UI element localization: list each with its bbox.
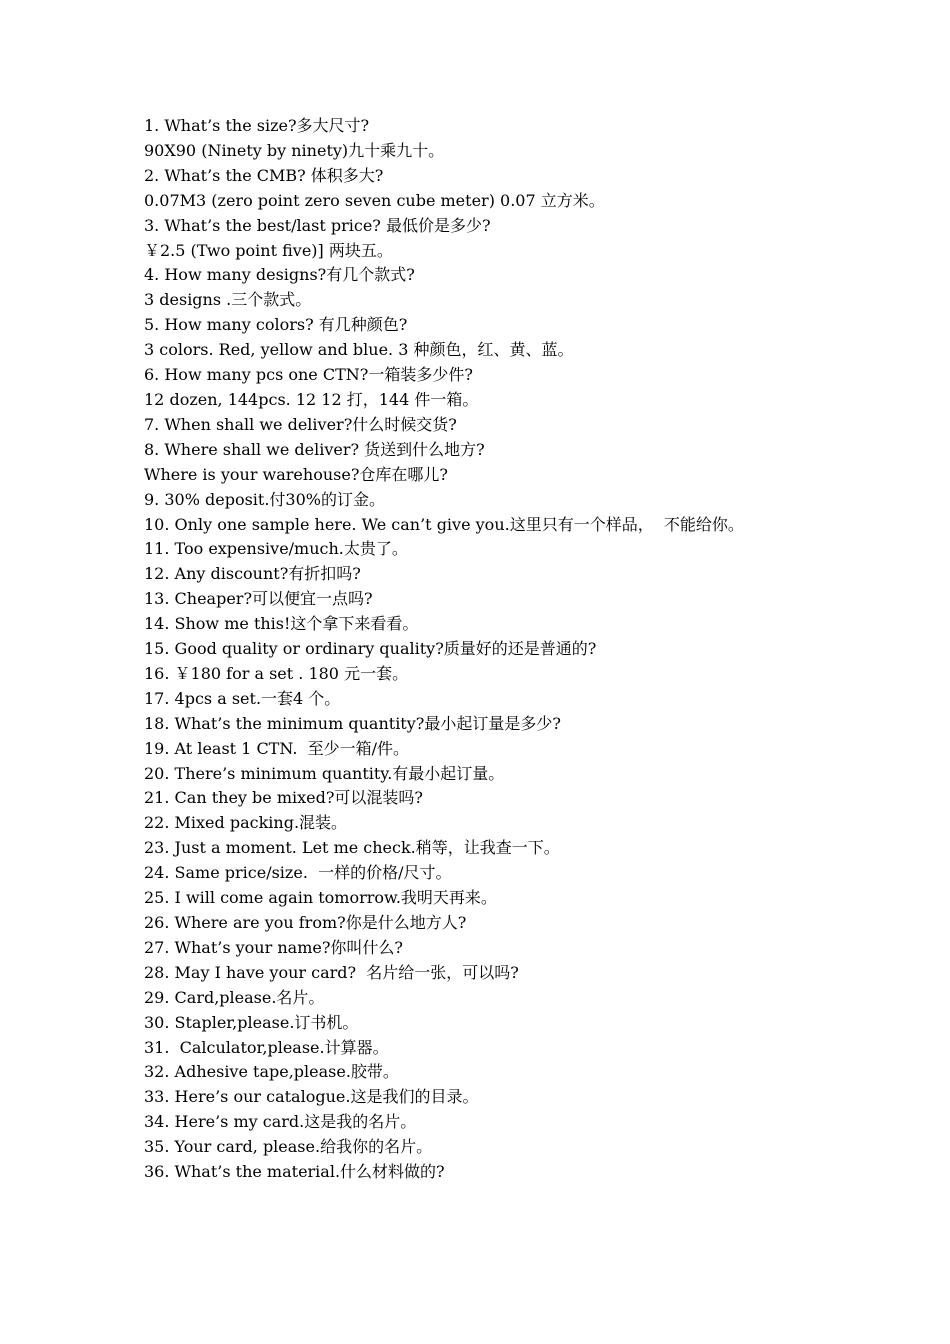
line-20: 13. Cheaper?可以便宜一点吗? (144, 589, 373, 609)
line-22: 15. Good quality or ordinary quality?质量好的还是普通的? (144, 639, 597, 659)
line-2: 90X90 (Ninety by ninety)九十乘九十。 (144, 140, 445, 160)
line-39: 32. Adhesive tape,please.胶带。 (144, 1062, 399, 1082)
line-7: 4. How many designs?有几个款式? (144, 265, 415, 285)
line-31: 24. Same price/size. 一样的价格/尺寸。 (144, 863, 452, 883)
line-34: 27. What’s your name?你叫什么? (144, 937, 403, 957)
line-3: 2. What’s the CMB? 体积多大? (144, 165, 384, 185)
line-33: 26. Where are you from?你是什么地方人? (144, 913, 467, 932)
line-36: 29. Card,please.名片。 (144, 987, 325, 1007)
line-17: 10. Only one sample here. We can’t give you.这里只有一个样品， 不能给你。 (144, 514, 744, 534)
line-10: 3 colors. Red, yellow and blue. 3 种颜色，红、黄、蓝。 (144, 340, 574, 360)
line-29: 22. Mixed packing.混装。 (144, 813, 348, 833)
line-35: 28. May I have your card? 名片给一张，可以吗? (144, 962, 519, 982)
line-43: 36. What’s the material.什么材料做的? (144, 1162, 445, 1182)
line-38: 31. Calculator,please.计算器。 (144, 1037, 389, 1057)
line-13: 7. When shall we deliver?什么时候交货? (144, 414, 457, 434)
line-5: 3. What’s the best/last price? 最低价是多少? (144, 215, 491, 235)
line-30: 23. Just a moment. Let me check.稍等，让我查一下。 (144, 838, 560, 858)
line-26: 19. At least 1 CTN. 至少一箱/件。 (144, 738, 409, 758)
line-28: 21. Can they be mixed?可以混装吗? (144, 788, 424, 808)
line-16: 9. 30% deposit.付30%的订金。 (144, 489, 385, 509)
line-32: 25. I will come again tomorrow.我明天再来。 (144, 888, 497, 908)
line-24: 17. 4pcs a set.一套4 个。 (144, 688, 341, 708)
line-9: 5. How many colors? 有几种颜色? (144, 315, 408, 335)
line-25: 18. What’s the minimum quantity?最小起订量是多少? (144, 713, 561, 733)
phrase-list (144, 114, 814, 1185)
line-19: 12. Any discount?有折扣吗? (144, 564, 361, 584)
line-21: 14. Show me this!这个拿下来看看。 (144, 614, 419, 634)
line-14: 8. Where shall we deliver? 货送到什么地方? (144, 439, 485, 459)
line-27: 20. There’s minimum quantity.有最小起订量。 (144, 763, 505, 783)
line-4: 0.07M3 (zero point zero seven cube meter) 0.07 立方米。 (144, 190, 605, 210)
line-15: Where is your warehouse?仓库在哪儿? (144, 464, 448, 484)
line-6: ￥2.5 (Two point five)] 两块五。 (144, 240, 393, 260)
line-8: 3 designs .三个款式。 (144, 290, 312, 310)
line-37: 30. Stapler,please.订书机。 (144, 1012, 359, 1032)
line-42: 35. Your card, please.给我你的名片。 (144, 1137, 433, 1157)
line-12: 12 dozen, 144pcs. 12 12 打，144 件一箱。 (144, 389, 479, 409)
line-23: 16. ￥180 for a set . 180 元一套。 (144, 663, 409, 683)
line-1: 1. What’s the size?多大尺寸? (144, 116, 370, 135)
line-18: 11. Too expensive/much.太贵了。 (144, 539, 408, 559)
line-11: 6. How many pcs one CTN?一箱装多少件? (144, 365, 473, 385)
line-40: 33. Here’s our catalogue.这是我们的目录。 (144, 1087, 479, 1107)
line-41: 34. Here’s my card.这是我的名片。 (144, 1112, 417, 1132)
